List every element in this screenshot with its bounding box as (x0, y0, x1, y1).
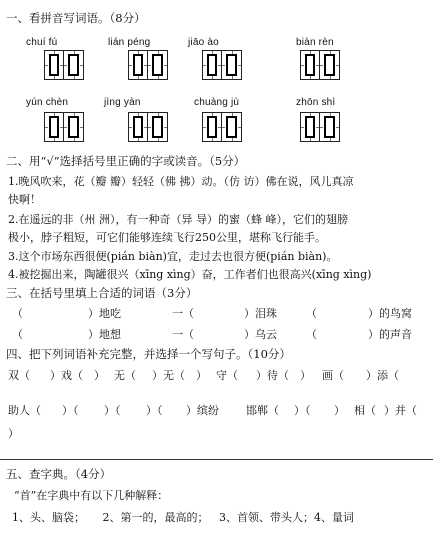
q3-r2-c3: 一（ (172, 328, 194, 341)
q4-r1-3: ） (94, 369, 105, 382)
q2-line-2a: 2.在遥远的非（州 洲），有一种奇（异 导）的蜜（蜂 峰），它们的翅膀 (8, 213, 348, 226)
q4-r2-1: 助人（ (8, 404, 41, 417)
q4-r2-7: ）（ (294, 404, 311, 417)
writing-box-3[interactable] (202, 50, 242, 80)
section-3-title: 三、在括号里填上合适的词语（3分） (6, 286, 198, 300)
pinyin-1: chuí fú (26, 37, 58, 48)
q5-intro: “首”在字典中有以下几种解释： (14, 489, 169, 502)
q3-r1-c3: 一（ (172, 307, 194, 320)
q4-r2-2: ）（ (62, 404, 79, 417)
q4-r1-9: ） (300, 369, 311, 382)
q3-r1-c4: ）泪珠 (244, 307, 277, 320)
q4-r2-9: 相（ (354, 404, 376, 417)
q4-r1-10: 画（ (322, 369, 344, 382)
section-1-title: 一、看拼音写词语。（8分） (6, 11, 146, 25)
writing-box-6[interactable] (128, 112, 168, 142)
pinyin-5: yún chèn (26, 97, 69, 108)
section-4-title: 四、把下列词语补充完整，并选择一个写句子。（10分） (6, 347, 291, 361)
writing-box-4[interactable] (300, 50, 340, 80)
writing-box-7[interactable] (202, 112, 242, 142)
pinyin-4: biàn rèn (296, 37, 334, 48)
q3-r1-c5: （ (306, 307, 317, 320)
pinyin-2: lián péng (108, 37, 151, 48)
q2-line-1b: 快啊！ (8, 193, 41, 206)
pinyin-7: chuàng jù (194, 97, 240, 108)
q2-line-3: 3.这个市场东西很便(pián biàn)宜，走过去也很方便(pián biàn)。 (8, 250, 338, 263)
writing-box-1[interactable] (44, 50, 84, 80)
q4-r1-4: 无（ (114, 369, 136, 382)
q4-r1-2: ）戏（ (50, 369, 83, 382)
writing-box-2[interactable] (128, 50, 168, 80)
q3-r1-c6: ）的鸟窝 (368, 307, 412, 320)
q3-r2-c5: （ (306, 328, 317, 341)
pinyin-8: zhōn shì (296, 97, 336, 108)
q3-r1-c1: （ (12, 307, 23, 320)
section-2-title: 二、用“√”选择括号里正确的字或读音。（5分） (6, 154, 246, 168)
q4-r1-6: ） (196, 369, 207, 382)
q4-r1-11: ）添（ (366, 369, 399, 382)
pinyin-6: jìng yàn (104, 97, 141, 108)
q4-r2-4: ）（ (146, 404, 163, 417)
q4-r1-8: ）待（ (256, 369, 289, 382)
section-divider (0, 459, 433, 460)
pinyin-3: jiāo ào (188, 37, 219, 48)
q3-r2-c2: ）地想 (88, 328, 121, 341)
q3-r2-c4: ）乌云 (244, 328, 277, 341)
q3-r2-c6: ）的声音 (368, 328, 412, 341)
writing-box-5[interactable] (44, 112, 84, 142)
q2-line-1a: 1.晚风吹来，花（瓣 瓣）轻轻（佛 拂）动。（仿 访）佛在说，风儿真凉 (8, 175, 354, 188)
q3-r2-c1: （ (12, 328, 23, 341)
q2-line-2b: 极小，脖子粗短，可它们能够连续飞行250公里，堪称飞行能手。 (8, 231, 326, 244)
q2-line-4: 4.被挖掘出来，陶罐很兴（xīng xìng）奋，工作者们也很高兴(xīng xìng) (8, 268, 372, 281)
section-5-title: 五、查字典。（4分） (6, 467, 112, 481)
q4-r1-1: 双（ (8, 369, 30, 382)
q4-r2-3: ）（ (104, 404, 121, 417)
writing-box-8[interactable] (300, 112, 340, 142)
q4-r2-5: ）缤纷 (186, 404, 219, 417)
q4-r2-6: 邯郸（ (246, 404, 279, 417)
q5-definitions: 1、头、脑袋； 2、第一的，最高的； 3、首领、带头人；4、量词 (12, 511, 354, 524)
q4-r2-10: ）并（ (384, 404, 417, 417)
q4-r1-5: ）无（ (152, 369, 185, 382)
q3-r1-c2: ）地吃 (88, 307, 121, 320)
q4-r3: ） (8, 427, 19, 440)
q4-r2-8: ） (334, 404, 345, 417)
q4-r1-7: 守（ (216, 369, 238, 382)
